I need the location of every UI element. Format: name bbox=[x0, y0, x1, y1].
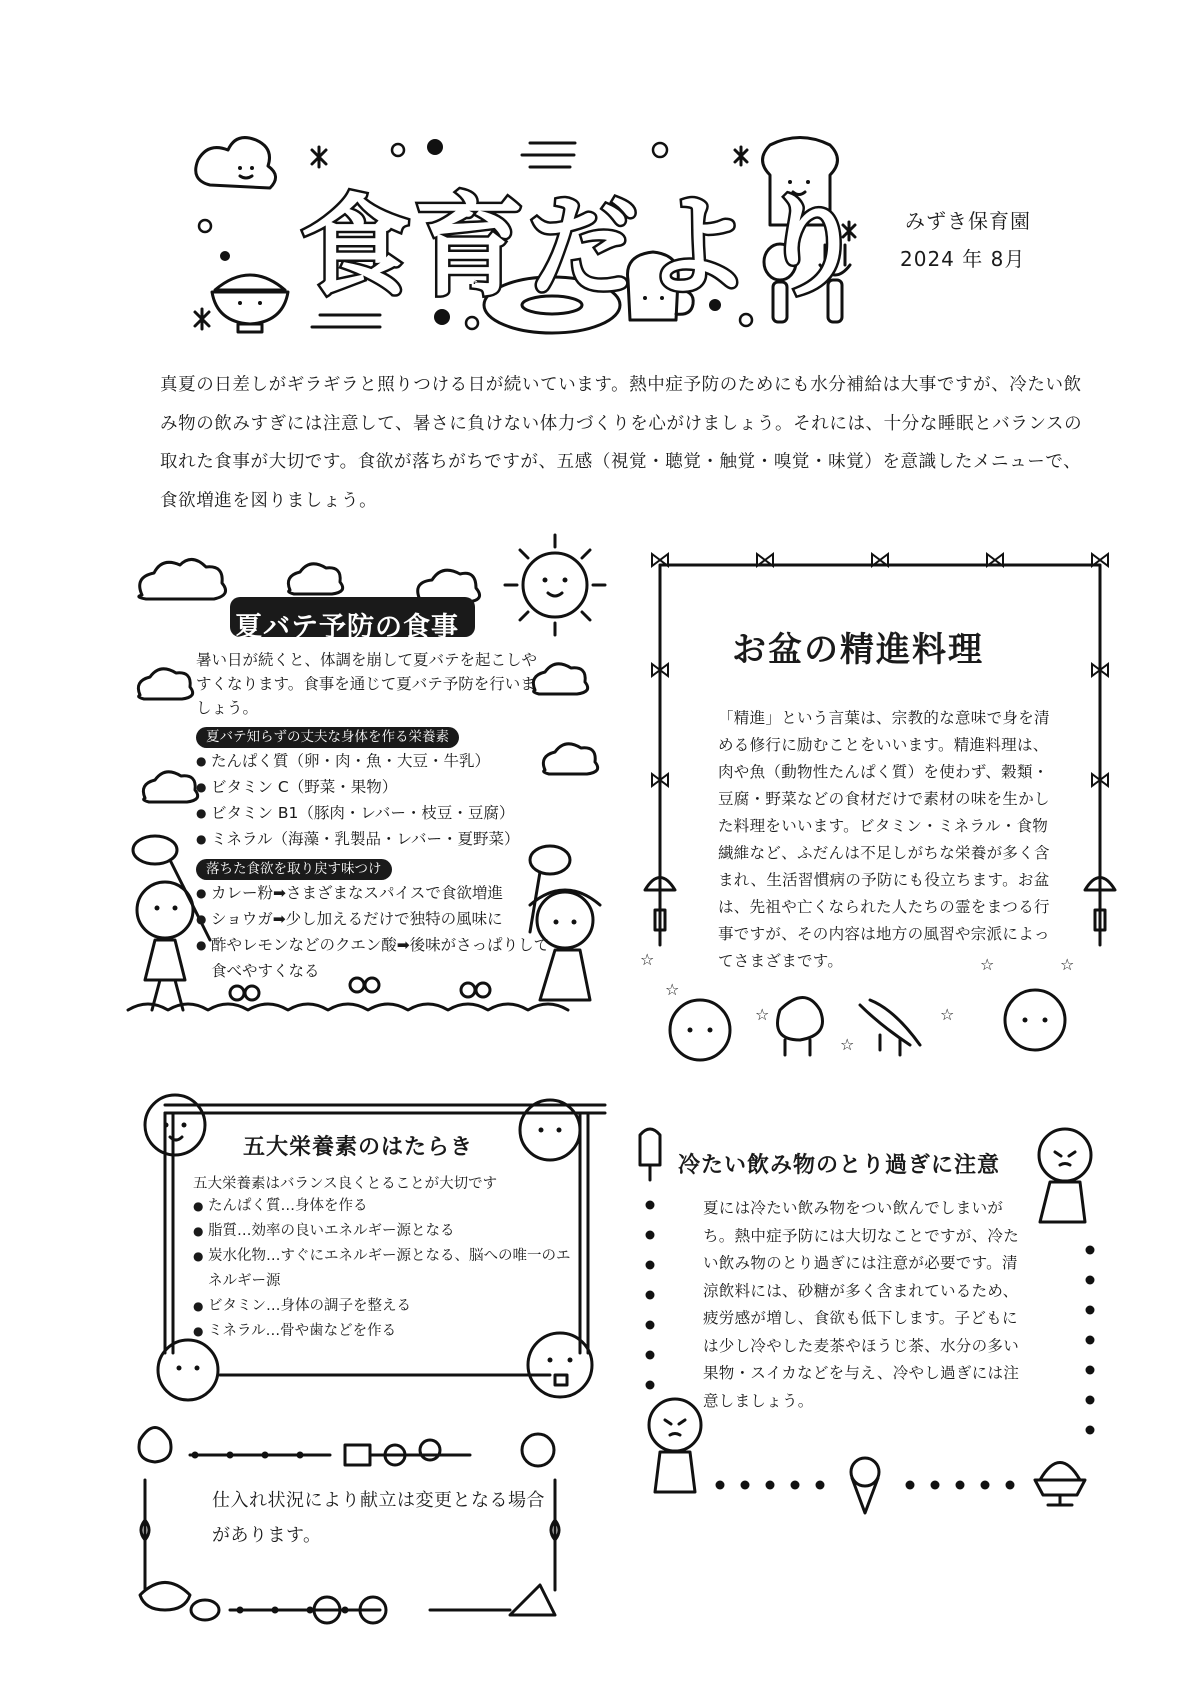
newsletter-title: 食育だより bbox=[300, 183, 870, 311]
list-item: ● 炭水化物…すぐにエネルギー源となる、脳への唯一のエネルギー源 bbox=[193, 1244, 573, 1294]
five-nutrients-intro: 五大栄養素はバランス良くとることが大切です bbox=[193, 1176, 498, 1192]
flavor-heading: 落ちた食欲を取り戻す味つけ bbox=[196, 859, 392, 880]
natsubate-body: 暑い日が続くと、体調を崩して夏バテを起こしやすくなります。食事を通じて夏バテ予防を行いましょう。 bbox=[196, 651, 538, 717]
star-icon: ☆ bbox=[640, 950, 655, 969]
popsicle-icon bbox=[640, 1129, 660, 1180]
list-item: ● ビタミン C（野菜・果物） bbox=[196, 774, 576, 800]
nutrients-list bbox=[196, 748, 576, 852]
cold-drinks-body: 夏には冷たい飲み物をつい飲んでしまいがち。熱中症予防には大切なことですが、冷たい飲み物のとり過ぎには注意が必要です。清涼飲料には、砂糖が多く含まれているため、疲労感が増し、食欲も低下します。子どもには少し冷やした麦茶やほうじ茶、水分の多い果物・スイカなどを与え、冷やし過ぎには注意しましょう。 bbox=[703, 1199, 1020, 1410]
sun-face-icon bbox=[505, 535, 605, 635]
flavor-list bbox=[196, 880, 556, 984]
obon-body: 「精進」という言葉は、宗教的な意味で身を清める修行に励むことをいいます。精進料理は、肉や魚（動物性たんぱく質）を使わず、穀類・豆腐・野菜などの食材だけで素材の味を生かした料理をいいます。ビタミン・ミネラル・食物繊維など、ふだんは不足しがちな栄養が多く含まれ、生活習慣病の予防にも役立ちます。お盆は、先祖や亡くなられた人たちの霊をまつる行事ですが、その内容は地方の風習や宗派によってさまざまです。 bbox=[718, 709, 1050, 970]
star-icon: ☆ bbox=[940, 1005, 955, 1024]
obon-title: お盆の精進料理 bbox=[732, 630, 984, 670]
five-nutrients-list bbox=[193, 1194, 573, 1344]
intro-paragraph: 真夏の日差しがギラギラと照りつける日が続いています。熱中症予防のためにも水分補給は大事ですが、冷たい飲み物の飲みすぎには注意して、暑さに負けない体力づくりを心がけましょう。それには、十分な睡眠とバランスの取れた食事が大切です。食欲が落ちがちですが、五感（視覚・聴覚・触覚・嗅覚・味覚）を意識したメニューで、食欲増進を図りましょう。 bbox=[160, 375, 1083, 511]
star-icon: ☆ bbox=[665, 980, 680, 999]
list-item: ● ミネラル（海藻・乳製品・レバー・夏野菜） bbox=[196, 826, 576, 852]
issue-date: 2024 年 8月 bbox=[900, 247, 1026, 271]
cloud-face-icon bbox=[196, 138, 276, 188]
cold-drinks-title: 冷たい飲み物のとり過ぎに注意 bbox=[678, 1153, 1001, 1178]
star-icon: ☆ bbox=[840, 1035, 855, 1054]
star-icon: ☆ bbox=[1060, 955, 1075, 974]
star-icon: ☆ bbox=[980, 955, 995, 974]
list-item: ● 脂質…効率の良いエネルギー源となる bbox=[193, 1219, 573, 1244]
list-item: ● ショウガ➡少し加えるだけで独特の風味に bbox=[196, 906, 556, 932]
list-item: ● 酢やレモンなどのクエン酸➡後味がさっぱりして食べやすくなる bbox=[196, 932, 556, 984]
menu-change-note: 仕入れ状況により献立は変更となる場合があります。 bbox=[212, 1490, 545, 1546]
list-item: ● たんぱく質（卵・肉・魚・大豆・牛乳） bbox=[196, 748, 576, 774]
nutrients-heading: 夏バテ知らずの丈夫な身体を作る栄養素 bbox=[196, 727, 459, 748]
list-item: ● ビタミン B1（豚肉・レバー・枝豆・豆腐） bbox=[196, 800, 576, 826]
school-name: みずき保育園 bbox=[905, 209, 1031, 233]
list-item: ● カレー粉➡さまざまなスパイスで食欲増進 bbox=[196, 880, 556, 906]
rice-bowl-icon bbox=[212, 275, 288, 332]
list-item: ● たんぱく質…身体を作る bbox=[193, 1194, 573, 1219]
star-icon: ☆ bbox=[755, 1005, 770, 1024]
five-nutrients-title: 五大栄養素のはたらき bbox=[243, 1135, 474, 1160]
natsubate-title: 夏バテ予防の食事 bbox=[235, 612, 459, 643]
ice-cream-icon bbox=[851, 1458, 879, 1513]
list-item: ● ビタミン…身体の調子を整える bbox=[193, 1294, 573, 1319]
shaved-ice-icon bbox=[1035, 1463, 1085, 1506]
title-banner bbox=[0, 0, 1200, 360]
list-item: ● ミネラル…骨や歯などを作る bbox=[193, 1319, 573, 1344]
